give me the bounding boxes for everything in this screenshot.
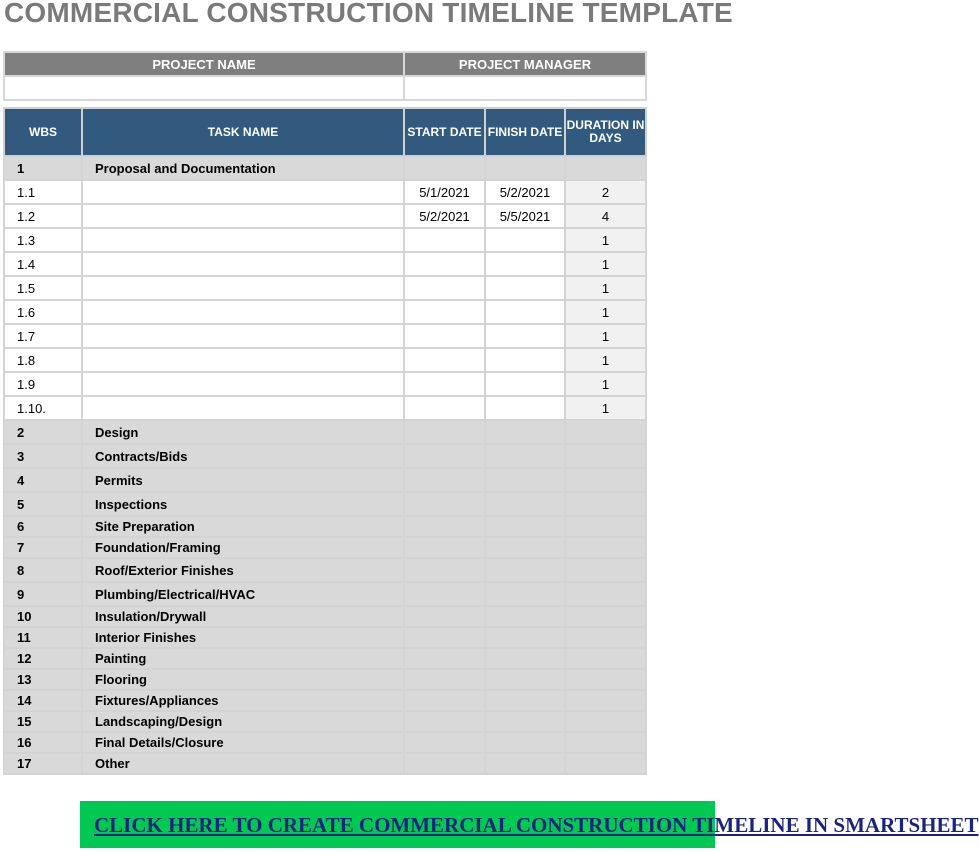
start-date-cell[interactable] — [404, 420, 485, 444]
duration-cell[interactable]: 2 — [565, 180, 646, 204]
start-date-cell[interactable] — [404, 396, 485, 420]
finish-date-cell[interactable] — [485, 582, 565, 606]
wbs-cell[interactable]: 16 — [4, 732, 82, 753]
phase-row — [4, 606, 646, 627]
finish-date-cell[interactable] — [485, 300, 565, 324]
wbs-cell[interactable]: 10 — [4, 606, 82, 627]
finish-date-cell[interactable] — [485, 420, 565, 444]
wbs-cell[interactable]: 13 — [4, 669, 82, 690]
start-date-cell[interactable]: 5/1/2021 — [404, 180, 485, 204]
task-name-cell[interactable]: Insulation/Drywall — [82, 606, 404, 627]
wbs-cell[interactable]: 14 — [4, 690, 82, 711]
finish-date-column-header: FINISH DATE — [485, 108, 565, 156]
task-row — [4, 372, 646, 396]
duration-cell[interactable] — [565, 669, 646, 690]
task-name-cell[interactable]: Permits — [82, 468, 404, 492]
duration-cell[interactable] — [565, 627, 646, 648]
task-name-cell[interactable] — [82, 324, 404, 348]
start-date-cell[interactable] — [404, 372, 485, 396]
task-name-cell[interactable]: Painting — [82, 648, 404, 669]
finish-date-cell[interactable] — [485, 396, 565, 420]
wbs-cell[interactable]: 1.5 — [4, 276, 82, 300]
wbs-cell[interactable]: 17 — [4, 753, 82, 774]
wbs-cell[interactable]: 3 — [4, 444, 82, 468]
duration-cell[interactable] — [565, 156, 646, 180]
finish-date-cell[interactable] — [485, 492, 565, 516]
task-row — [4, 228, 646, 252]
wbs-cell[interactable]: 8 — [4, 558, 82, 582]
duration-cell[interactable]: 1 — [565, 300, 646, 324]
finish-date-cell[interactable] — [485, 468, 565, 492]
start-date-cell[interactable] — [404, 558, 485, 582]
finish-date-cell[interactable] — [485, 156, 565, 180]
task-name-cell[interactable]: Site Preparation — [82, 516, 404, 537]
task-name-cell[interactable]: Fixtures/Appliances — [82, 690, 404, 711]
task-row — [4, 348, 646, 372]
duration-cell[interactable] — [565, 711, 646, 732]
task-row — [4, 396, 646, 420]
wbs-cell[interactable]: 4 — [4, 468, 82, 492]
task-name-cell[interactable]: Interior Finishes — [82, 627, 404, 648]
phase-row — [4, 537, 646, 558]
duration-cell[interactable] — [565, 753, 646, 774]
start-date-cell[interactable] — [404, 606, 485, 627]
finish-date-cell[interactable] — [485, 648, 565, 669]
start-date-cell[interactable] — [404, 516, 485, 537]
duration-cell[interactable] — [565, 606, 646, 627]
task-row — [4, 180, 646, 204]
task-name-cell[interactable]: Foundation/Framing — [82, 537, 404, 558]
start-date-cell[interactable] — [404, 444, 485, 468]
finish-date-cell[interactable] — [485, 348, 565, 372]
task-row — [4, 324, 646, 348]
phase-row — [4, 669, 646, 690]
phase-row — [4, 732, 646, 753]
task-name-cell[interactable]: Flooring — [82, 669, 404, 690]
wbs-cell[interactable]: 6 — [4, 516, 82, 537]
phase-row — [4, 690, 646, 711]
task-name-cell[interactable] — [82, 372, 404, 396]
wbs-cell[interactable]: 1.3 — [4, 228, 82, 252]
finish-date-cell[interactable] — [485, 711, 565, 732]
finish-date-cell[interactable] — [485, 276, 565, 300]
wbs-column-header: WBS — [4, 108, 82, 156]
task-table — [3, 107, 647, 775]
duration-cell[interactable] — [565, 444, 646, 468]
wbs-cell[interactable]: 9 — [4, 582, 82, 606]
duration-cell[interactable]: 1 — [565, 228, 646, 252]
wbs-cell[interactable]: 1.6 — [4, 300, 82, 324]
task-table-body — [4, 156, 646, 774]
project-name-cell[interactable] — [4, 76, 404, 100]
finish-date-cell[interactable] — [485, 558, 565, 582]
finish-date-cell[interactable] — [485, 627, 565, 648]
phase-row — [4, 582, 646, 606]
duration-cell[interactable] — [565, 582, 646, 606]
task-row — [4, 204, 646, 228]
phase-row — [4, 156, 646, 180]
start-date-cell[interactable] — [404, 648, 485, 669]
duration-cell[interactable] — [565, 690, 646, 711]
finish-date-cell[interactable] — [485, 324, 565, 348]
phase-row — [4, 711, 646, 732]
wbs-cell[interactable]: 1.1 — [4, 180, 82, 204]
finish-date-cell[interactable]: 5/2/2021 — [485, 180, 565, 204]
project-manager-header: PROJECT MANAGER — [404, 52, 646, 76]
finish-date-cell[interactable] — [485, 516, 565, 537]
task-name-cell[interactable] — [82, 300, 404, 324]
duration-cell[interactable] — [565, 537, 646, 558]
wbs-cell[interactable]: 11 — [4, 627, 82, 648]
wbs-cell[interactable]: 7 — [4, 537, 82, 558]
wbs-cell[interactable]: 1.4 — [4, 252, 82, 276]
task-name-cell[interactable] — [82, 348, 404, 372]
duration-cell[interactable]: 1 — [565, 348, 646, 372]
wbs-cell[interactable]: 1 — [4, 156, 82, 180]
task-name-cell[interactable]: Proposal and Documentation — [82, 156, 404, 180]
wbs-cell[interactable]: 1.2 — [4, 204, 82, 228]
wbs-cell[interactable]: 1.8 — [4, 348, 82, 372]
phase-row — [4, 468, 646, 492]
duration-cell[interactable]: 1 — [565, 324, 646, 348]
wbs-cell[interactable]: 2 — [4, 420, 82, 444]
page-title: COMMERCIAL CONSTRUCTION TIMELINE TEMPLATE — [4, 0, 733, 28]
start-date-cell[interactable] — [404, 156, 485, 180]
start-date-cell[interactable] — [404, 582, 485, 606]
duration-cell[interactable]: 1 — [565, 252, 646, 276]
duration-cell[interactable]: 1 — [565, 276, 646, 300]
task-name-cell[interactable] — [82, 180, 404, 204]
finish-date-cell[interactable] — [485, 753, 565, 774]
finish-date-cell[interactable] — [485, 537, 565, 558]
start-date-cell[interactable] — [404, 348, 485, 372]
wbs-cell[interactable]: 5 — [4, 492, 82, 516]
task-name-cell[interactable] — [82, 276, 404, 300]
start-date-cell[interactable] — [404, 690, 485, 711]
start-date-column-header: START DATE — [404, 108, 485, 156]
start-date-cell[interactable] — [404, 669, 485, 690]
duration-column-header: DURATION IN DAYS — [565, 108, 646, 156]
project-info-table — [3, 51, 647, 101]
cta-banner — [80, 801, 979, 848]
start-date-cell[interactable] — [404, 627, 485, 648]
duration-cell[interactable]: 4 — [565, 204, 646, 228]
start-date-cell[interactable] — [404, 711, 485, 732]
start-date-cell[interactable] — [404, 753, 485, 774]
duration-cell[interactable] — [565, 732, 646, 753]
finish-date-cell[interactable] — [485, 606, 565, 627]
wbs-cell[interactable]: 1.7 — [4, 324, 82, 348]
task-row — [4, 276, 646, 300]
phase-row — [4, 516, 646, 537]
phase-row — [4, 753, 646, 774]
create-timeline-link[interactable]: CLICK HERE TO CREATE COMMERCIAL CONSTRUCTION TIMELINE IN SMARTSHEET — [94, 813, 979, 837]
task-name-cell[interactable]: Design — [82, 420, 404, 444]
duration-cell[interactable]: 1 — [565, 372, 646, 396]
duration-cell[interactable] — [565, 420, 646, 444]
task-name-cell[interactable]: Other — [82, 753, 404, 774]
start-date-cell[interactable] — [404, 228, 485, 252]
project-manager-cell[interactable] — [404, 76, 646, 100]
duration-cell[interactable] — [565, 516, 646, 537]
phase-row — [4, 420, 646, 444]
duration-cell[interactable] — [565, 558, 646, 582]
start-date-cell[interactable] — [404, 276, 485, 300]
finish-date-cell[interactable]: 5/5/2021 — [485, 204, 565, 228]
start-date-cell[interactable] — [404, 252, 485, 276]
finish-date-cell[interactable] — [485, 372, 565, 396]
task-name-cell[interactable]: Landscaping/Design — [82, 711, 404, 732]
phase-row — [4, 558, 646, 582]
duration-cell[interactable] — [565, 492, 646, 516]
task-name-cell[interactable]: Final Details/Closure — [82, 732, 404, 753]
task-row — [4, 300, 646, 324]
project-name-header: PROJECT NAME — [4, 52, 404, 76]
wbs-cell[interactable]: 1.10. — [4, 396, 82, 420]
duration-cell[interactable] — [565, 468, 646, 492]
task-name-cell[interactable] — [82, 252, 404, 276]
finish-date-cell[interactable] — [485, 732, 565, 753]
start-date-cell[interactable] — [404, 324, 485, 348]
task-name-cell[interactable] — [82, 204, 404, 228]
start-date-cell[interactable] — [404, 537, 485, 558]
duration-cell[interactable] — [565, 648, 646, 669]
start-date-cell[interactable] — [404, 468, 485, 492]
task-name-cell[interactable]: Contracts/Bids — [82, 444, 404, 468]
start-date-cell[interactable] — [404, 300, 485, 324]
task-name-column-header: TASK NAME — [82, 108, 404, 156]
task-name-cell[interactable] — [82, 228, 404, 252]
phase-row — [4, 627, 646, 648]
finish-date-cell[interactable] — [485, 690, 565, 711]
wbs-cell[interactable]: 15 — [4, 711, 82, 732]
task-name-cell[interactable]: Plumbing/Electrical/HVAC — [82, 582, 404, 606]
duration-cell[interactable]: 1 — [565, 396, 646, 420]
start-date-cell[interactable] — [404, 492, 485, 516]
phase-row — [4, 648, 646, 669]
finish-date-cell[interactable] — [485, 444, 565, 468]
finish-date-cell[interactable] — [485, 252, 565, 276]
finish-date-cell[interactable] — [485, 669, 565, 690]
start-date-cell[interactable]: 5/2/2021 — [404, 204, 485, 228]
finish-date-cell[interactable] — [485, 228, 565, 252]
task-name-cell[interactable]: Inspections — [82, 492, 404, 516]
wbs-cell[interactable]: 12 — [4, 648, 82, 669]
phase-row — [4, 492, 646, 516]
phase-row — [4, 444, 646, 468]
task-row — [4, 252, 646, 276]
start-date-cell[interactable] — [404, 732, 485, 753]
task-name-cell[interactable]: Roof/Exterior Finishes — [82, 558, 404, 582]
task-name-cell[interactable] — [82, 396, 404, 420]
wbs-cell[interactable]: 1.9 — [4, 372, 82, 396]
